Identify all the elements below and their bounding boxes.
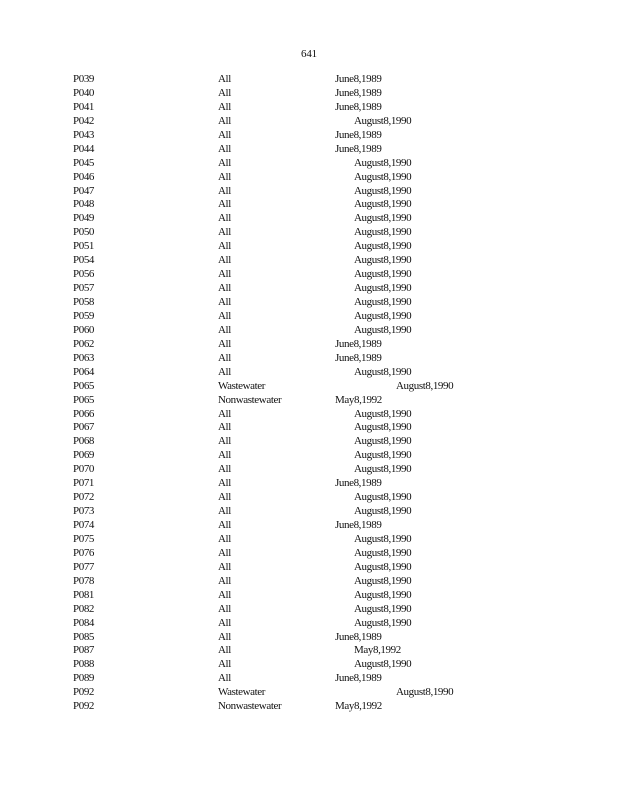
- treatment-cell: All: [218, 672, 231, 685]
- treatment-cell: All: [218, 574, 231, 587]
- waste-code-cell: P089: [73, 672, 95, 685]
- effective-date-cell: August8,1990: [354, 323, 412, 336]
- effective-date-cell: June8,1989: [335, 477, 382, 490]
- treatment-cell: All: [218, 114, 231, 127]
- waste-code-cell: P039: [73, 73, 95, 85]
- table-row: [0, 143, 618, 157]
- table-row: [0, 157, 618, 171]
- waste-code-cell: P063: [73, 351, 95, 364]
- effective-date-cell: August8,1990: [354, 546, 412, 559]
- waste-code-cell: P062: [73, 337, 95, 350]
- treatment-cell: All: [218, 602, 231, 615]
- waste-code-cell: P043: [73, 128, 95, 141]
- waste-code-cell: P074: [73, 519, 95, 531]
- table-row: [0, 408, 618, 422]
- treatment-cell: All: [218, 477, 231, 490]
- effective-date-cell: August8,1990: [396, 379, 454, 392]
- table-row: [0, 310, 618, 324]
- waste-code-cell: P066: [73, 407, 95, 420]
- table-row: [0, 589, 618, 603]
- table-row: [0, 519, 618, 533]
- treatment-cell: All: [218, 323, 231, 336]
- effective-date-cell: August8,1990: [354, 421, 412, 434]
- table-row: [0, 282, 618, 296]
- waste-code-cell: P056: [73, 268, 95, 281]
- treatment-cell: All: [218, 156, 231, 169]
- treatment-cell: All: [218, 73, 231, 85]
- table-row: [0, 686, 618, 700]
- treatment-cell: All: [218, 309, 231, 322]
- effective-date-cell: June8,1989: [335, 337, 382, 350]
- table-row: [0, 171, 618, 185]
- table-row: [0, 366, 618, 380]
- treatment-cell: All: [218, 226, 231, 239]
- table-row: [0, 352, 618, 366]
- table-row: [0, 73, 618, 87]
- waste-code-cell: P060: [73, 323, 95, 336]
- effective-date-cell: August8,1990: [354, 114, 412, 127]
- waste-code-cell: P065: [73, 393, 95, 406]
- effective-date-cell: May8,1992: [335, 700, 382, 713]
- effective-date-cell: August8,1990: [354, 184, 412, 197]
- table-row: [0, 324, 618, 338]
- waste-code-cell: P065: [73, 379, 95, 392]
- table-row: [0, 658, 618, 672]
- effective-date-cell: May8,1992: [354, 644, 401, 657]
- waste-code-cell: P088: [73, 658, 95, 671]
- table-row: [0, 240, 618, 254]
- table-row: [0, 491, 618, 505]
- treatment-cell: All: [218, 463, 231, 476]
- treatment-cell: All: [218, 658, 231, 671]
- waste-code-cell: P070: [73, 463, 95, 476]
- treatment-cell: All: [218, 560, 231, 573]
- treatment-cell: All: [218, 449, 231, 462]
- waste-code-cell: P046: [73, 170, 95, 183]
- treatment-cell: All: [218, 491, 231, 504]
- waste-code-cell: P078: [73, 574, 95, 587]
- treatment-cell: All: [218, 644, 231, 657]
- treatment-cell: All: [218, 435, 231, 448]
- effective-date-cell: August8,1990: [354, 435, 412, 448]
- waste-code-cell: P082: [73, 602, 95, 615]
- treatment-cell: All: [218, 351, 231, 364]
- waste-code-cell: P054: [73, 254, 95, 267]
- waste-code-cell: P068: [73, 435, 95, 448]
- waste-code-cell: P081: [73, 588, 95, 601]
- effective-date-cell: August8,1990: [354, 296, 412, 308]
- table-row: [0, 603, 618, 617]
- treatment-cell: Nonwastewater: [218, 700, 282, 713]
- waste-code-cell: P058: [73, 296, 95, 308]
- effective-date-cell: August8,1990: [354, 505, 412, 518]
- effective-date-cell: August8,1990: [354, 574, 412, 587]
- waste-code-cell: P057: [73, 282, 95, 295]
- table-row: [0, 185, 618, 199]
- waste-code-cell: P048: [73, 198, 95, 211]
- treatment-cell: All: [218, 100, 231, 113]
- effective-date-cell: August8,1990: [354, 226, 412, 239]
- table-row: [0, 547, 618, 561]
- effective-date-cell: June8,1989: [335, 100, 382, 113]
- effective-date-cell: August8,1990: [354, 560, 412, 573]
- effective-date-cell: August8,1990: [354, 602, 412, 615]
- waste-code-cell: P041: [73, 100, 95, 113]
- table-row: [0, 380, 618, 394]
- treatment-cell: All: [218, 407, 231, 420]
- waste-code-cell: P049: [73, 212, 95, 225]
- effective-date-cell: August8,1990: [354, 588, 412, 601]
- waste-code-cell: P051: [73, 240, 95, 253]
- table-row: [0, 533, 618, 547]
- effective-date-cell: June8,1989: [335, 519, 382, 531]
- table-row: [0, 644, 618, 658]
- effective-date-cell: May8,1992: [335, 393, 382, 406]
- table-row: [0, 198, 618, 212]
- waste-code-cell: P077: [73, 560, 95, 573]
- effective-date-cell: August8,1990: [354, 532, 412, 545]
- waste-code-cell: P092: [73, 700, 95, 713]
- waste-code-cell: P067: [73, 421, 95, 434]
- effective-date-cell: June8,1989: [335, 142, 382, 155]
- table-row: [0, 631, 618, 645]
- treatment-cell: Wastewater: [218, 379, 266, 392]
- treatment-cell: All: [218, 421, 231, 434]
- waste-code-cell: P069: [73, 449, 95, 462]
- effective-date-cell: August8,1990: [354, 463, 412, 476]
- effective-date-cell: August8,1990: [354, 365, 412, 378]
- treatment-cell: All: [218, 170, 231, 183]
- table-row: [0, 617, 618, 631]
- waste-code-cell: P040: [73, 86, 95, 99]
- waste-code-table: [0, 73, 618, 714]
- table-row: [0, 463, 618, 477]
- waste-code-cell: P084: [73, 616, 95, 629]
- effective-date-cell: August8,1990: [354, 491, 412, 504]
- effective-date-cell: August8,1990: [354, 407, 412, 420]
- treatment-cell: All: [218, 505, 231, 518]
- table-row: [0, 561, 618, 575]
- table-row: [0, 212, 618, 226]
- treatment-cell: All: [218, 519, 231, 531]
- table-row: [0, 672, 618, 686]
- table-row: [0, 700, 618, 714]
- table-row: [0, 226, 618, 240]
- effective-date-cell: June8,1989: [335, 351, 382, 364]
- waste-code-cell: P047: [73, 184, 95, 197]
- waste-code-cell: P044: [73, 142, 95, 155]
- table-row: [0, 477, 618, 491]
- effective-date-cell: June8,1989: [335, 86, 382, 99]
- effective-date-cell: August8,1990: [354, 254, 412, 267]
- treatment-cell: All: [218, 128, 231, 141]
- waste-code-cell: P073: [73, 505, 95, 518]
- effective-date-cell: August8,1990: [354, 449, 412, 462]
- table-row: [0, 421, 618, 435]
- treatment-cell: All: [218, 268, 231, 281]
- table-row: [0, 268, 618, 282]
- effective-date-cell: August8,1990: [354, 282, 412, 295]
- treatment-cell: All: [218, 198, 231, 211]
- effective-date-cell: August8,1990: [354, 309, 412, 322]
- treatment-cell: Nonwastewater: [218, 393, 282, 406]
- table-row: [0, 505, 618, 519]
- waste-code-cell: P064: [73, 365, 95, 378]
- waste-code-cell: P045: [73, 156, 95, 169]
- effective-date-cell: June8,1989: [335, 73, 382, 85]
- waste-code-cell: P059: [73, 309, 95, 322]
- treatment-cell: Wastewater: [218, 686, 266, 699]
- effective-date-cell: June8,1989: [335, 128, 382, 141]
- page-number: 641: [301, 48, 317, 60]
- treatment-cell: All: [218, 630, 231, 643]
- table-row: [0, 449, 618, 463]
- waste-code-cell: P072: [73, 491, 95, 504]
- table-row: [0, 254, 618, 268]
- treatment-cell: All: [218, 212, 231, 225]
- waste-code-cell: P075: [73, 532, 95, 545]
- waste-code-cell: P085: [73, 630, 95, 643]
- treatment-cell: All: [218, 240, 231, 253]
- table-row: [0, 394, 618, 408]
- treatment-cell: All: [218, 337, 231, 350]
- effective-date-cell: August8,1990: [396, 686, 454, 699]
- effective-date-cell: August8,1990: [354, 658, 412, 671]
- table-row: [0, 338, 618, 352]
- waste-code-cell: P092: [73, 686, 95, 699]
- treatment-cell: All: [218, 86, 231, 99]
- effective-date-cell: August8,1990: [354, 170, 412, 183]
- treatment-cell: All: [218, 532, 231, 545]
- table-row: [0, 115, 618, 129]
- table-row: [0, 87, 618, 101]
- table-row: [0, 101, 618, 115]
- treatment-cell: All: [218, 365, 231, 378]
- effective-date-cell: June8,1989: [335, 672, 382, 685]
- waste-code-cell: P042: [73, 114, 95, 127]
- treatment-cell: All: [218, 588, 231, 601]
- table-row: [0, 435, 618, 449]
- waste-code-cell: P050: [73, 226, 95, 239]
- treatment-cell: All: [218, 184, 231, 197]
- effective-date-cell: August8,1990: [354, 616, 412, 629]
- waste-code-cell: P071: [73, 477, 95, 490]
- waste-code-cell: P076: [73, 546, 95, 559]
- effective-date-cell: August8,1990: [354, 268, 412, 281]
- effective-date-cell: August8,1990: [354, 198, 412, 211]
- treatment-cell: All: [218, 616, 231, 629]
- treatment-cell: All: [218, 546, 231, 559]
- table-row: [0, 575, 618, 589]
- treatment-cell: All: [218, 142, 231, 155]
- effective-date-cell: June8,1989: [335, 630, 382, 643]
- effective-date-cell: August8,1990: [354, 156, 412, 169]
- treatment-cell: All: [218, 296, 231, 308]
- table-row: [0, 296, 618, 310]
- effective-date-cell: August8,1990: [354, 212, 412, 225]
- effective-date-cell: August8,1990: [354, 240, 412, 253]
- treatment-cell: All: [218, 254, 231, 267]
- table-row: [0, 129, 618, 143]
- waste-code-cell: P087: [73, 644, 95, 657]
- treatment-cell: All: [218, 282, 231, 295]
